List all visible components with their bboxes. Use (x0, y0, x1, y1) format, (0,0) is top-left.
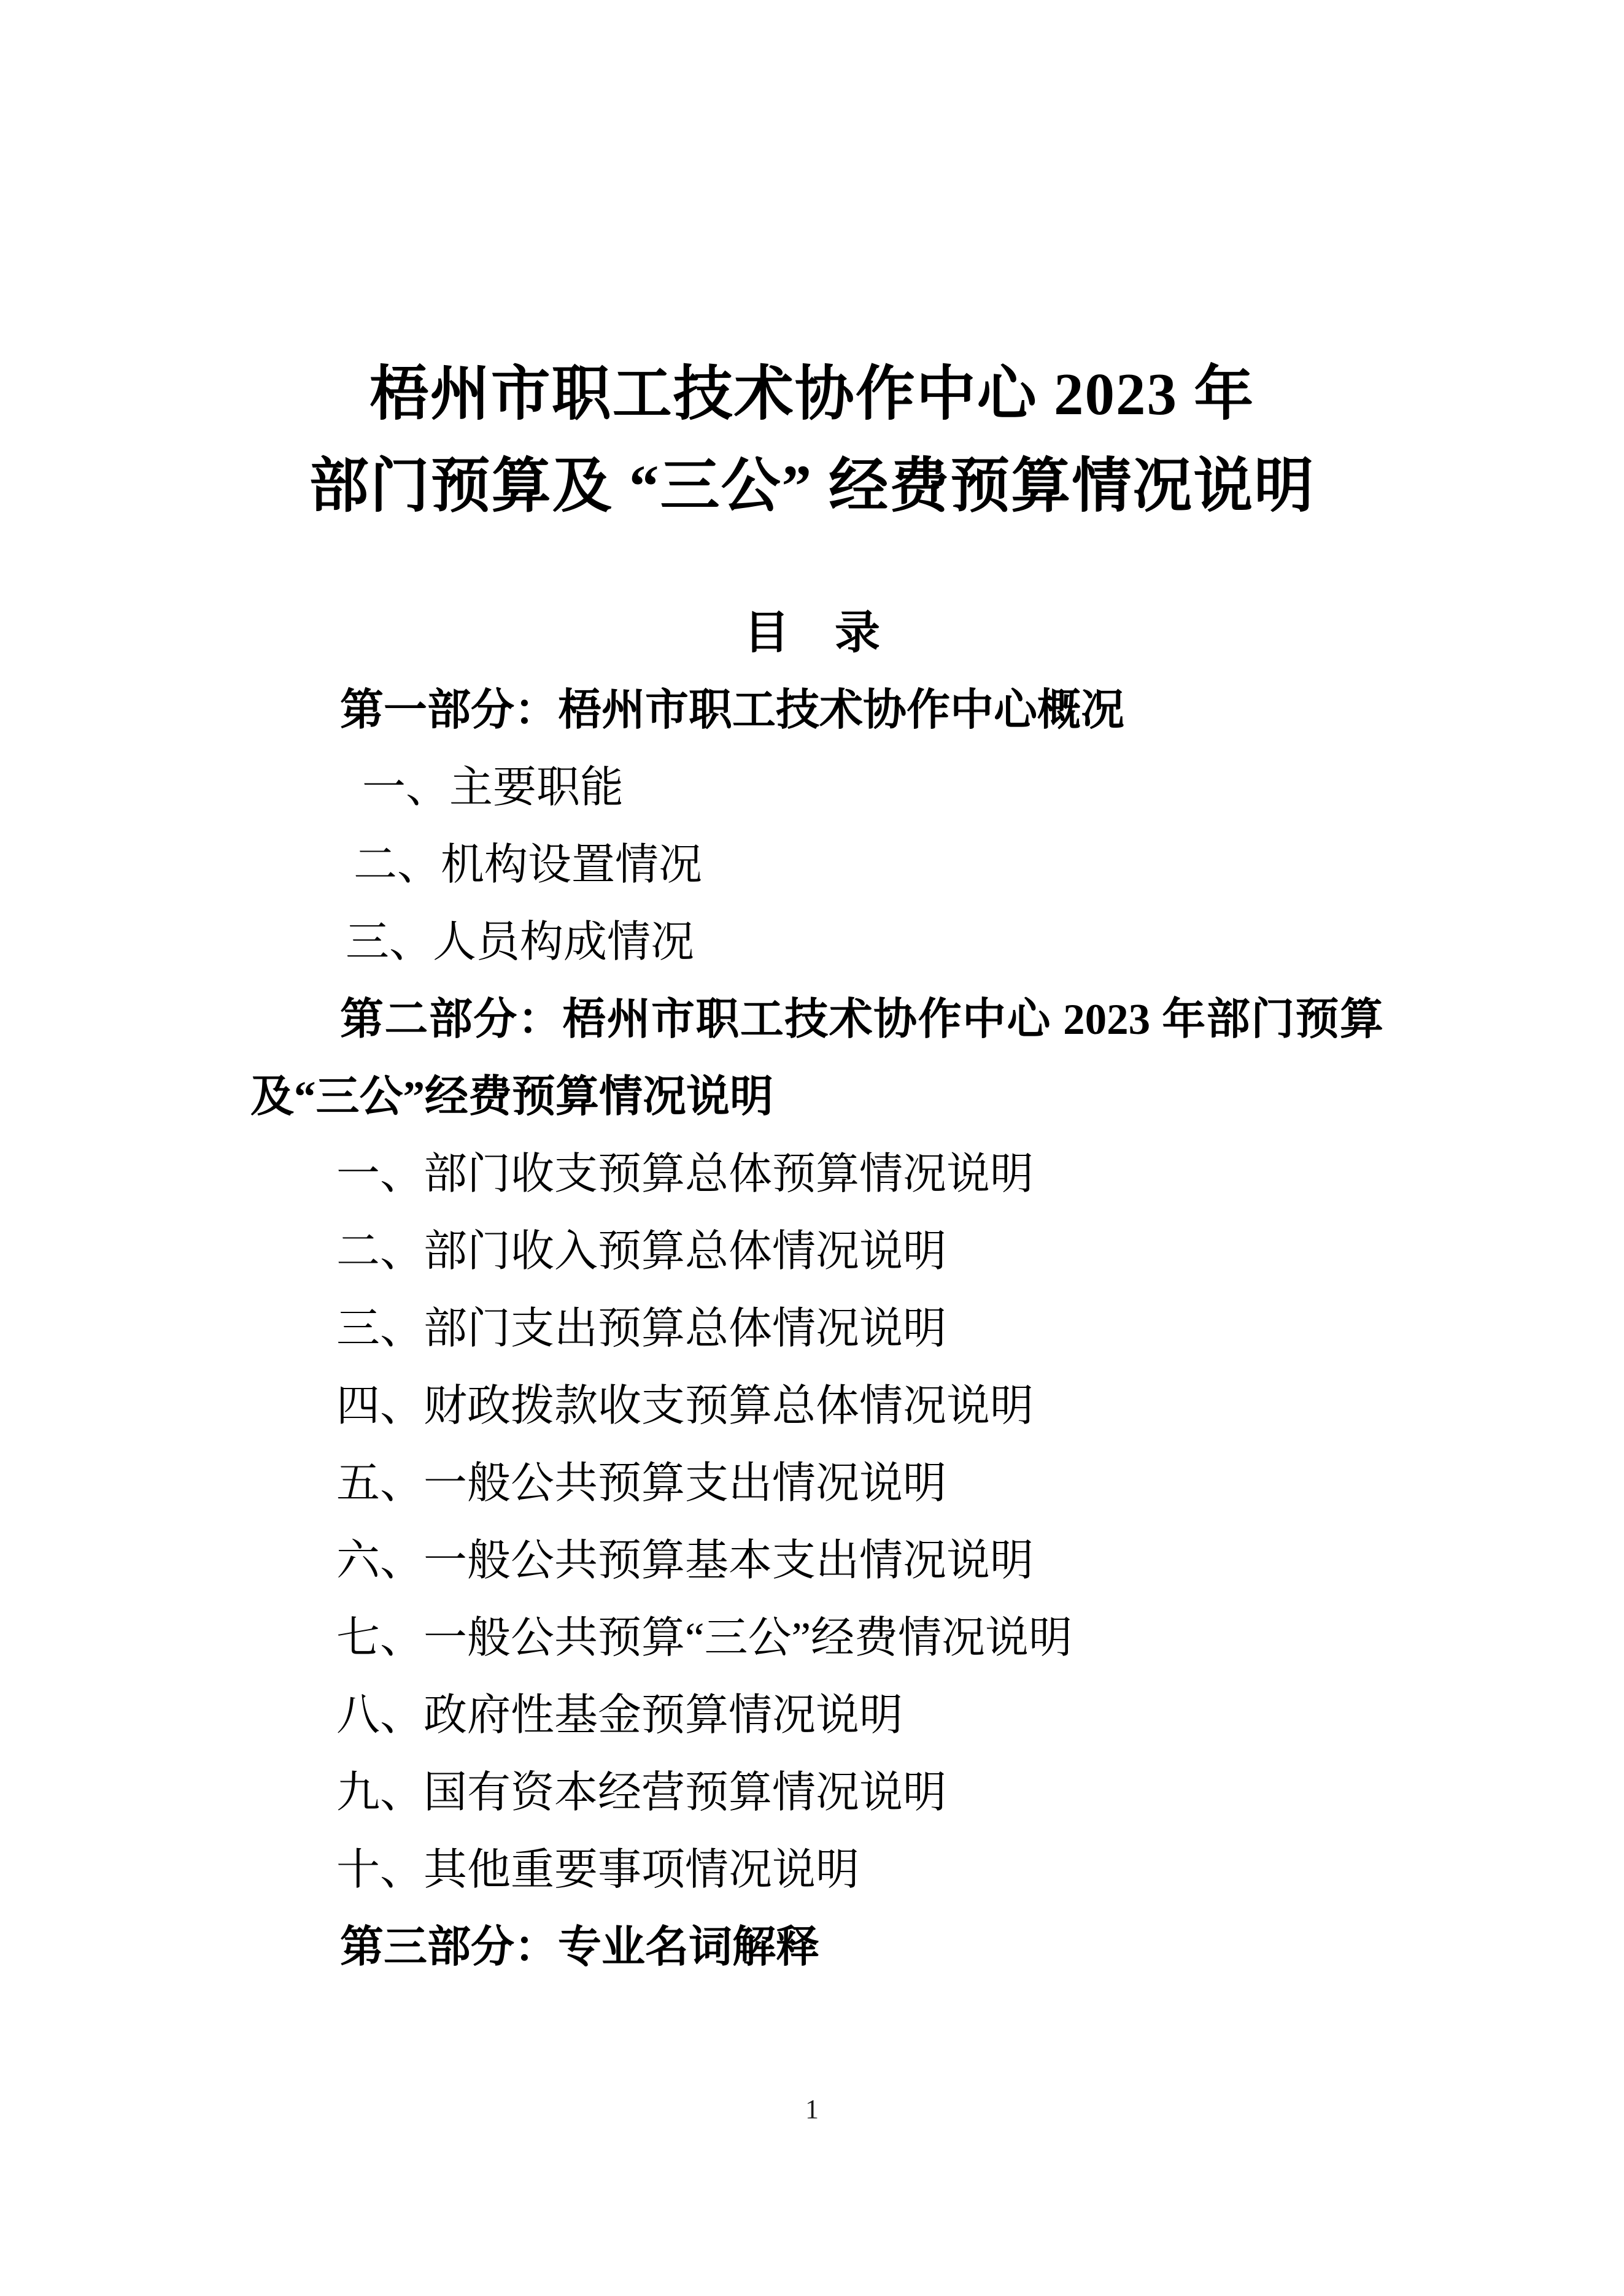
toc-line: 二、部门收入预算总体情况说明 (336, 1228, 947, 1276)
toc-line: 二、机构设置情况 (354, 841, 703, 889)
toc-line: 七、一般公共预算“三公”经费情况说明 (336, 1614, 1073, 1662)
toc-line-part1: 第一部分：梧州市职工技术协作中心概况 (340, 687, 1125, 734)
toc-line: 三、人员构成情况 (346, 919, 695, 966)
toc-line-part2: 第二部分：梧州市职工技术协作中心 2023 年部门预算 (340, 996, 1383, 1044)
toc-line: 三、部门支出预算总体情况说明 (336, 1305, 947, 1353)
toc-line: 五、一般公共预算支出情况说明 (336, 1460, 947, 1508)
toc-line: 十、其他重要事项情况说明 (336, 1846, 860, 1894)
document-title-line2: 部门预算及 “三公” 经费预算情况说明 (309, 453, 1315, 519)
page-number: 1 (805, 2094, 819, 2124)
toc-line: 一、主要职能 (362, 764, 624, 812)
toc-line: 一、部门收支预算总体预算情况说明 (336, 1150, 1034, 1198)
toc-line-part3: 第三部分：专业名词解释 (340, 1924, 820, 1971)
toc-line-part2-cont: 及“三公”经费预算情况说明 (250, 1073, 774, 1121)
toc-heading: 目 录 (744, 608, 880, 658)
toc-line: 八、政府性基金预算情况说明 (336, 1692, 903, 1739)
toc-line: 四、财政拨款收支预算总体情况说明 (336, 1382, 1034, 1430)
toc-line: 六、一般公共预算基本支出情况说明 (336, 1537, 1034, 1585)
toc-line: 九、国有资本经营预算情况说明 (336, 1769, 947, 1817)
toc-list (250, 672, 1383, 1986)
document-title (0, 349, 1624, 533)
document-title-line1: 梧州市职工技术协作中心 2023 年 (369, 361, 1255, 427)
